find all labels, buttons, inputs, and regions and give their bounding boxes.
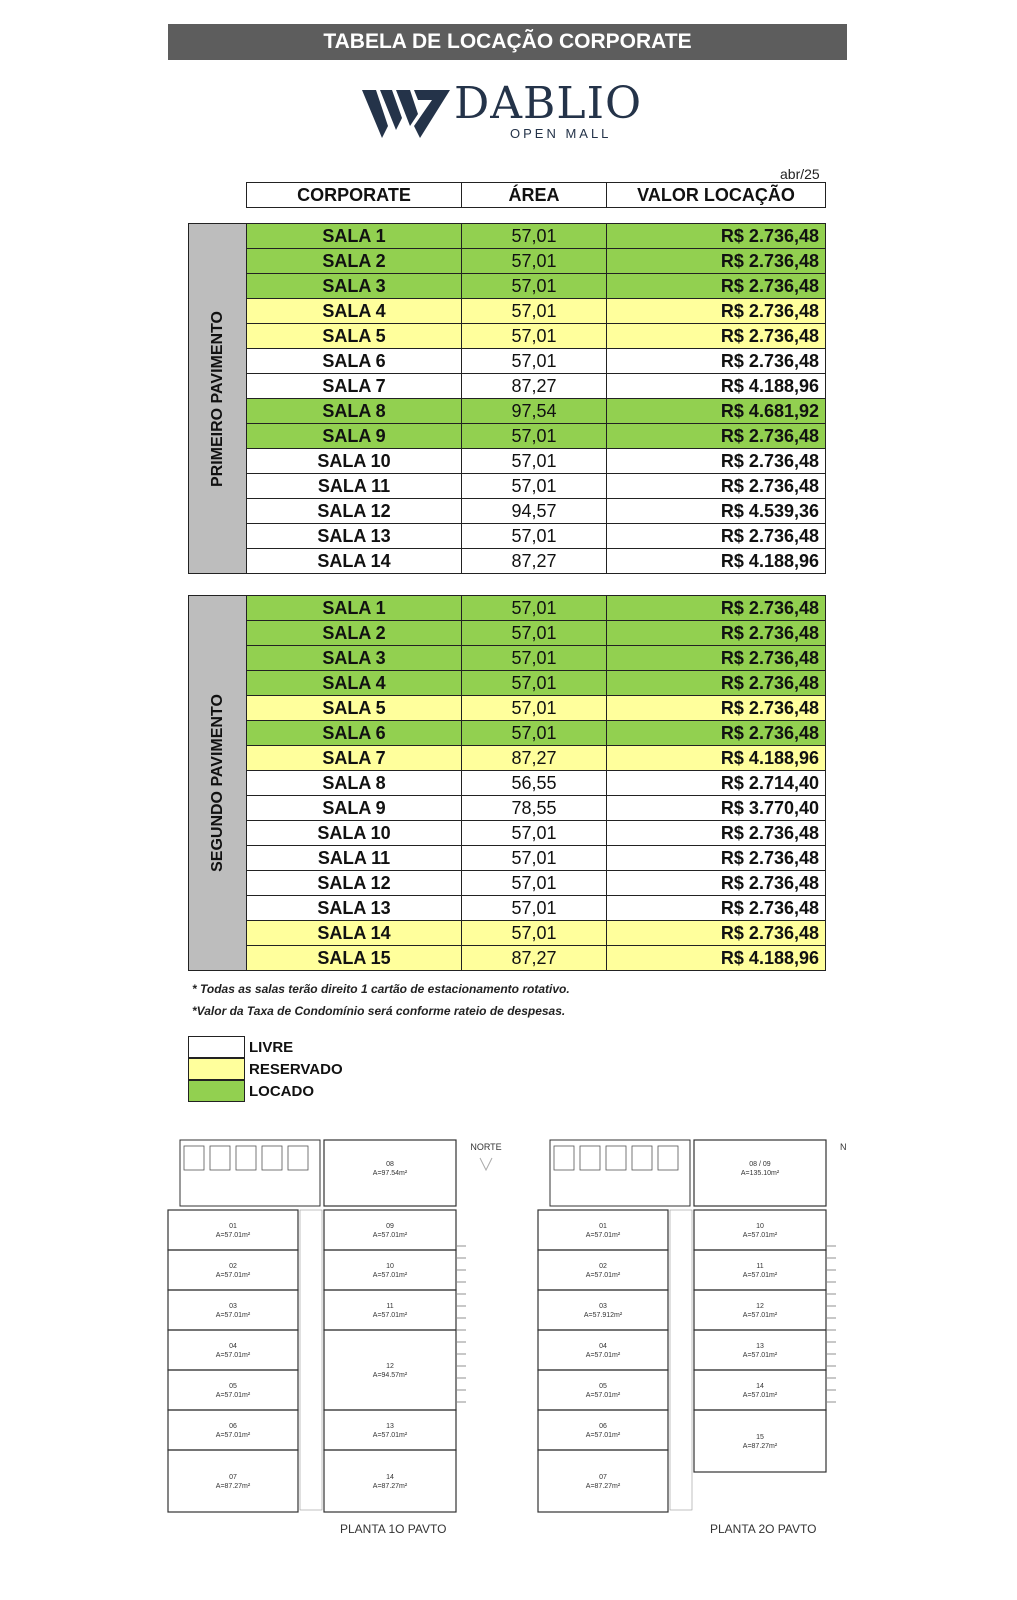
table-row [189,871,826,896]
plan-room-number: 11 [386,1303,394,1310]
room-area: 57,01 [462,249,607,274]
room-value: R$ 2.714,40 [607,771,826,796]
floor-label [189,224,247,574]
plan-room-area: A=57.01m² [585,1432,621,1439]
plan-room-left [538,1370,668,1410]
plan-room-number: 08 [386,1161,394,1168]
floor-plan-1 [164,1136,504,1551]
room-name: SALA 8 [247,399,462,424]
room-area: 57,01 [462,224,607,249]
plan-room-number: 02 [229,1263,237,1270]
plan-room-number: 01 [229,1223,237,1230]
table-row [189,549,826,574]
room-name: SALA 2 [247,621,462,646]
room-area: 57,01 [462,696,607,721]
plan-room-number: 03 [599,1303,607,1310]
room-value: R$ 2.736,48 [607,299,826,324]
plan-room-number: 13 [756,1343,764,1350]
plan-room-area: A=57.01m² [372,1432,408,1439]
room-name: SALA 3 [247,646,462,671]
room-value: R$ 4.188,96 [607,946,826,971]
plan-room-area: A=87.27m² [372,1483,408,1490]
table-row [189,449,826,474]
plan-room-right [324,1250,456,1290]
plan-room-number: 07 [599,1474,607,1481]
room-value: R$ 2.736,48 [607,424,826,449]
room-area: 94,57 [462,499,607,524]
plan-room-number: 04 [599,1343,607,1350]
room-area: 57,01 [462,299,607,324]
north-label: NORTE [470,1142,502,1152]
core-cell [632,1146,652,1170]
plan-room-number: 12 [386,1363,394,1370]
table-row [189,796,826,821]
plan-room-area: A=57.01m² [742,1392,778,1399]
room-value: R$ 2.736,48 [607,721,826,746]
plan-room-right [694,1250,826,1290]
plan-room-number: 08 / 09 [749,1161,771,1168]
room-area: 57,01 [462,821,607,846]
dablio-logo-icon [362,86,450,142]
table-row [189,299,826,324]
core-cell [606,1146,626,1170]
plan-room-number: 04 [229,1343,237,1350]
plan-room-number: 03 [229,1303,237,1310]
room-value: R$ 2.736,48 [607,449,826,474]
table-row [189,671,826,696]
plan-room-area: A=57.01m² [215,1232,251,1239]
plan-room-left [538,1250,668,1290]
room-name: SALA 9 [247,424,462,449]
core-block [550,1140,690,1206]
room-name: SALA 9 [247,796,462,821]
legend-item [188,1080,343,1102]
table-row [189,621,826,646]
room-area: 87,27 [462,374,607,399]
plan-room-area: A=57.01m² [215,1432,251,1439]
brand-name: DABLIO [454,78,643,129]
table-row [189,596,826,621]
plan-room-number: 12 [756,1303,764,1310]
room-area: 87,27 [462,746,607,771]
plan-room-right [324,1330,456,1410]
room-area: 87,27 [462,946,607,971]
room-name: SALA 13 [247,896,462,921]
floor-label-text: SEGUNDO PAVIMENTO [208,694,226,872]
plan-room-left [168,1250,298,1290]
plan-room-area: A=57.912m² [583,1312,623,1319]
room-name: SALA 14 [247,921,462,946]
table-row [189,646,826,671]
north-arrow-icon [480,1158,492,1170]
core-cell [554,1146,574,1170]
legend-label: LIVRE [249,1038,294,1056]
room-value: R$ 2.736,48 [607,671,826,696]
room-area: 57,01 [462,596,607,621]
room-name: SALA 1 [247,596,462,621]
room-name: SALA 6 [247,349,462,374]
plan-room-area: A=87.27m² [585,1483,621,1490]
plan-caption: PLANTA 2O PAVTO [710,1522,817,1536]
core-cell [184,1146,204,1170]
floor-table-segundo [188,595,826,971]
plan-room-right [694,1370,826,1410]
floor-label-text: PRIMEIRO PAVIMENTO [208,310,226,487]
room-name: SALA 6 [247,721,462,746]
room-value: R$ 4.188,96 [607,549,826,574]
plan-room-area: A=87.27m² [215,1483,251,1490]
room-area: 57,01 [462,424,607,449]
plan-room-right [694,1410,826,1472]
plan-room-area: A=135.10m² [740,1170,780,1177]
legend-swatch [188,1058,245,1080]
legend-label: LOCADO [249,1082,314,1100]
plan-room-number: 02 [599,1263,607,1270]
table-row [189,946,826,971]
core-cell [288,1146,308,1170]
column-header-valor: VALOR LOCAÇÃO [607,183,826,208]
room-value: R$ 2.736,48 [607,646,826,671]
plan-room-right [324,1210,456,1250]
plan-room-left [168,1410,298,1450]
room-name: SALA 12 [247,499,462,524]
corridor [300,1210,322,1510]
room-value: R$ 2.736,48 [607,224,826,249]
room-area: 57,01 [462,921,607,946]
table-row [189,349,826,374]
status-legend [188,1036,343,1102]
core-cell [262,1146,282,1170]
plan-room-area: A=57.01m² [215,1352,251,1359]
room-area: 57,01 [462,871,607,896]
plan-room-number: 07 [229,1474,237,1481]
plan-room-area: A=57.01m² [372,1232,408,1239]
room-value: R$ 4.188,96 [607,374,826,399]
plan-room-left [168,1210,298,1250]
room-area: 57,01 [462,474,607,499]
north-label: N [840,1142,847,1152]
column-header-corporate: CORPORATE [247,183,462,208]
plan-room-left [538,1290,668,1330]
plan-room-area: A=97.54m² [372,1170,408,1177]
room-value: R$ 2.736,48 [607,524,826,549]
room-area: 57,01 [462,846,607,871]
plan-room-number: 06 [229,1423,237,1430]
table-row [189,746,826,771]
table-row [189,524,826,549]
core-cell [236,1146,256,1170]
table-row [189,696,826,721]
plan-room-right [324,1450,456,1512]
plan-room-area: A=57.01m² [372,1272,408,1279]
room-value: R$ 2.736,48 [607,896,826,921]
plan-room-number: 10 [756,1223,764,1230]
room-area: 57,01 [462,524,607,549]
footnotes [192,978,570,1022]
plan-room-area: A=57.01m² [742,1272,778,1279]
table-row [189,374,826,399]
plan-room-number: 05 [229,1383,237,1390]
plan-room-area: A=94.57m² [372,1372,408,1379]
room-area: 57,01 [462,324,607,349]
room-area: 87,27 [462,549,607,574]
plan-room-right [694,1330,826,1370]
plan-room-number: 14 [756,1383,764,1390]
room-name: SALA 4 [247,299,462,324]
plan-room-area: A=57.01m² [585,1392,621,1399]
table-row [189,499,826,524]
plan-room-number: 10 [386,1263,394,1270]
room-value: R$ 3.770,40 [607,796,826,821]
room-value: R$ 2.736,48 [607,349,826,374]
table-row [189,474,826,499]
plan-room-area: A=57.01m² [372,1312,408,1319]
core-cell [658,1146,678,1170]
floor-plan-2 [534,1136,854,1551]
room-value: R$ 2.736,48 [607,821,826,846]
room-value: R$ 2.736,48 [607,871,826,896]
column-header-area: ÁREA [462,183,607,208]
brand-logo [362,78,643,144]
table-row [189,921,826,946]
table-row [189,821,826,846]
note-estacionamento: * Todas as salas terão direito 1 cartão de estacionamento rotativo. [192,982,570,996]
plan-room-left [168,1370,298,1410]
room-value: R$ 2.736,48 [607,621,826,646]
room-value: R$ 2.736,48 [607,474,826,499]
plan-room-area: A=57.01m² [215,1392,251,1399]
table-row [189,771,826,796]
plan-room-number: 15 [756,1434,764,1441]
legend-swatch [188,1036,245,1058]
table-row [189,399,826,424]
room-area: 56,55 [462,771,607,796]
table-row [189,896,826,921]
legend-item [188,1036,343,1058]
plan-room-area: A=57.01m² [585,1352,621,1359]
plan-room-right [694,1210,826,1250]
table-row [189,249,826,274]
room-name: SALA 7 [247,374,462,399]
room-name: SALA 2 [247,249,462,274]
core-cell [580,1146,600,1170]
room-name: SALA 10 [247,821,462,846]
plan-room-left [168,1290,298,1330]
room-area: 57,01 [462,274,607,299]
room-area: 57,01 [462,621,607,646]
plan-room-area: A=57.01m² [215,1272,251,1279]
plan-room-right [324,1410,456,1450]
plan-room-number: 06 [599,1423,607,1430]
plan-caption: PLANTA 1O PAVTO [340,1522,447,1536]
room-area: 57,01 [462,896,607,921]
table-row [189,274,826,299]
room-value: R$ 2.736,48 [607,921,826,946]
floor-table-primeiro [188,223,826,574]
room-value: R$ 2.736,48 [607,324,826,349]
plan-room-left [538,1410,668,1450]
plan-room-area: A=57.01m² [742,1352,778,1359]
room-name: SALA 3 [247,274,462,299]
room-name: SALA 11 [247,474,462,499]
plan-room-number: 11 [756,1263,764,1270]
plan-room-area: A=57.01m² [742,1312,778,1319]
room-name: SALA 14 [247,549,462,574]
plan-room-left [538,1330,668,1370]
plan-room-number: 14 [386,1474,394,1481]
table-row [189,846,826,871]
table-row [189,424,826,449]
room-value: R$ 2.736,48 [607,596,826,621]
room-value: R$ 2.736,48 [607,846,826,871]
plan-room-left [168,1450,298,1512]
table-row [189,324,826,349]
floor-plan-drawing [534,1136,854,1546]
plan-room-number: 09 [386,1223,394,1230]
room-name: SALA 7 [247,746,462,771]
plan-room-number: 05 [599,1383,607,1390]
room-name: SALA 1 [247,224,462,249]
table-row [189,224,826,249]
room-area: 57,01 [462,671,607,696]
room-value: R$ 4.681,92 [607,399,826,424]
plan-room-left [538,1450,668,1512]
floor-plan-drawing [164,1136,504,1546]
room-value: R$ 4.188,96 [607,746,826,771]
room-name: SALA 5 [247,324,462,349]
plan-room-area: A=57.01m² [585,1232,621,1239]
plan-room-area: A=57.01m² [215,1312,251,1319]
legend-item [188,1058,343,1080]
room-name: SALA 10 [247,449,462,474]
plan-room-area: A=57.01m² [742,1232,778,1239]
plan-room-right [324,1290,456,1330]
room-area: 57,01 [462,646,607,671]
brand-subtitle: OPEN MALL [510,126,612,141]
room-area: 57,01 [462,449,607,474]
plan-room-number: 13 [386,1423,394,1430]
core-block [180,1140,320,1206]
plan-room-area: A=57.01m² [585,1272,621,1279]
corridor [670,1210,692,1510]
room-name: SALA 15 [247,946,462,971]
legend-swatch [188,1080,245,1102]
room-value: R$ 2.736,48 [607,249,826,274]
room-area: 57,01 [462,721,607,746]
legend-label: RESERVADO [249,1060,343,1078]
room-area: 78,55 [462,796,607,821]
room-name: SALA 5 [247,696,462,721]
room-name: SALA 13 [247,524,462,549]
room-name: SALA 12 [247,871,462,896]
table-header [246,182,826,208]
plan-room-right [694,1290,826,1330]
plan-room-left [168,1330,298,1370]
room-name: SALA 11 [247,846,462,871]
room-area: 57,01 [462,349,607,374]
core-cell [210,1146,230,1170]
plan-room-number: 01 [599,1223,607,1230]
room-value: R$ 2.736,48 [607,274,826,299]
room-value: R$ 4.539,36 [607,499,826,524]
note-condominio: *Valor da Taxa de Condomínio será conforme rateio de despesas. [192,1004,566,1018]
floor-label [189,596,247,971]
room-name: SALA 4 [247,671,462,696]
room-name: SALA 8 [247,771,462,796]
room-area: 97,54 [462,399,607,424]
room-value: R$ 2.736,48 [607,696,826,721]
page-title: TABELA DE LOCAÇÃO CORPORATE [168,24,847,60]
table-date: abr/25 [780,166,820,182]
plan-room-area: A=87.27m² [742,1443,778,1450]
plan-room-left [538,1210,668,1250]
table-row [189,721,826,746]
